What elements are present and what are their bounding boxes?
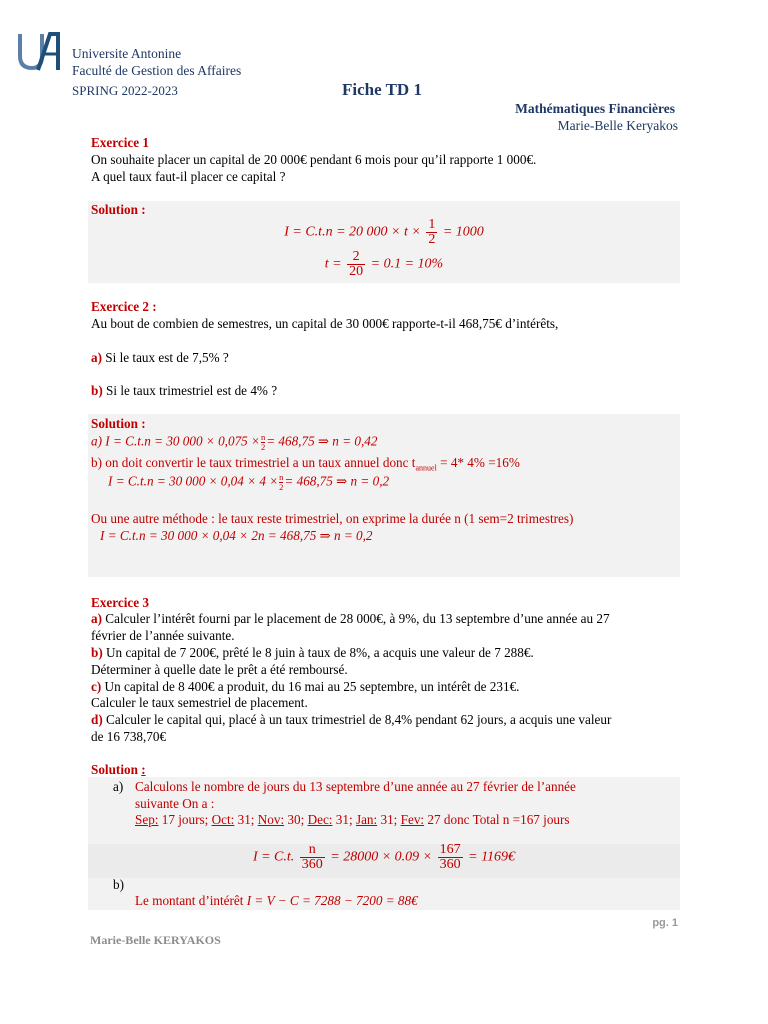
- solution-3-b-label: b): [113, 877, 124, 892]
- month-label: Dec:: [307, 812, 333, 827]
- solution-3-days: [135, 812, 570, 828]
- solution-3-a-line-1: Calculons le nombre de jours du 13 septembre d’une année au 27 février de l’année: [135, 779, 576, 794]
- solution-3-equation: I = C.t. $\frac{n}{360}$ = 28000 × 0.09 × $\frac{167}{360}$ = 1169€: [252, 842, 516, 872]
- footer-author: Marie-Belle KERYAKOS: [90, 933, 221, 947]
- exercise-1-heading: Exercice 1: [91, 135, 149, 150]
- exercise-2-question-b: b) Si le taux trimestriel est de 4% ?: [91, 383, 278, 398]
- exercise-2-question-a: a) Si le taux est de 7,5% ?: [91, 350, 229, 365]
- month-days: 30;: [284, 812, 308, 827]
- month-label: Oct:: [211, 812, 235, 827]
- solution-2-a: a) I = C.t.n = 30 000 × 0,075 × $\frac{n}{2}$ = 468,75 ⇒ n = 0,42: [91, 432, 378, 452]
- solution-2-other-equation: I = C.t.n = 30 000 × 0,04 × 2n = 468,75 ⇒ n = 0,2: [100, 528, 373, 543]
- solution-3-a-label: a): [113, 779, 124, 794]
- university-logo: [14, 30, 70, 74]
- solution-1-equation-2: t = $\frac{2}{20}$ = 0.1 = 10%: [324, 249, 444, 279]
- solution-2-label: Solution :: [91, 416, 146, 431]
- page-title: Fiche TD 1: [342, 80, 422, 99]
- semester-label: SPRING 2022-2023: [72, 83, 178, 98]
- faculty-name: Faculté de Gestion des Affaires: [72, 63, 242, 78]
- solution-1-equation-1: I = C.t.n = 20 000 × t × $\frac{1}{2}$ = 1000: [284, 217, 484, 247]
- exercise-3-c-line-1: c) Un capital de 8 400€ a produit, du 16 mai au 25 septembre, un intérêt de 231€.: [91, 679, 520, 694]
- author-name: Marie-Belle Keryakos: [557, 118, 678, 133]
- solution-2-b-equation: I = C.t.n = 30 000 × 0,04 × 4 × $\frac{n}{2}$ = 468,75 ⇒ n = 0,2: [108, 472, 390, 492]
- solution-1-label: Solution :: [91, 202, 146, 217]
- month-days: 31;: [377, 812, 401, 827]
- subject-title: Mathématiques Financières: [515, 101, 675, 116]
- exercise-3-a-line-2: février de l’année suivante.: [91, 628, 235, 643]
- exercise-3-a-line-1: a) Calculer l’intérêt fourni par le placement de 28 000€, à 9%, du 13 septembre d’une année au 27: [91, 611, 610, 626]
- solution-2-b-text: b) on doit convertir le taux trimestriel a un taux annuel donc $t_{annuel} = 4*$ 4% =16%: [91, 455, 520, 473]
- exercise-3-b-line-2: Déterminer à quelle date le prêt a été remboursé.: [91, 662, 348, 677]
- solution-2-other-method: Ou une autre méthode : le taux reste trimestriel, on exprime la durée n (1 sem=2 trimestres): [91, 511, 574, 526]
- exercise-1-question: A quel taux faut-il placer ce capital ?: [91, 169, 286, 184]
- university-name: Universite Antonine: [72, 46, 182, 61]
- exercise-2-text: Au bout de combien de semestres, un capital de 30 000€ rapporte-t-il 468,75€ d’intérêts,: [91, 316, 559, 331]
- month-days: 27 donc Total n =167 jours: [424, 812, 570, 827]
- exercise-3-d-line-1: d) Calculer le capital qui, placé à un taux trimestriel de 8,4% pendant 62 jours, a acquis une valeur: [91, 712, 612, 727]
- month-days: 31;: [332, 812, 356, 827]
- exercise-3-b-line-1: b) Un capital de 7 200€, prêté le 8 juin à taux de 8%, a acquis une valeur de 7 288€.: [91, 645, 534, 660]
- month-label: Sep:: [135, 812, 159, 827]
- solution-3-b-text: Le montant d’intérêt I = V − C = 7288 − 7200 = 88€: [135, 893, 418, 908]
- page-number: pg. 1: [652, 917, 678, 929]
- month-label: Nov:: [257, 812, 285, 827]
- month-days: 17 jours;: [158, 812, 212, 827]
- exercise-2-heading: Exercice 2 :: [91, 299, 157, 314]
- month-days: 31;: [234, 812, 258, 827]
- exercise-3-heading: Exercice 3: [91, 595, 149, 610]
- exercise-3-d-line-2: de 16 738,70€: [91, 729, 167, 744]
- month-label: Jan:: [355, 812, 378, 827]
- exercise-3-c-line-2: Calculer le taux semestriel de placement.: [91, 695, 308, 710]
- exercise-1-text: On souhaite placer un capital de 20 000€ pendant 6 mois pour qu’il rapporte 1 000€.: [91, 152, 537, 167]
- solution-3-a-line-2: suivante On a :: [135, 796, 215, 811]
- solution-3-label: Solution :: [91, 762, 146, 777]
- month-label: Fev:: [400, 812, 425, 827]
